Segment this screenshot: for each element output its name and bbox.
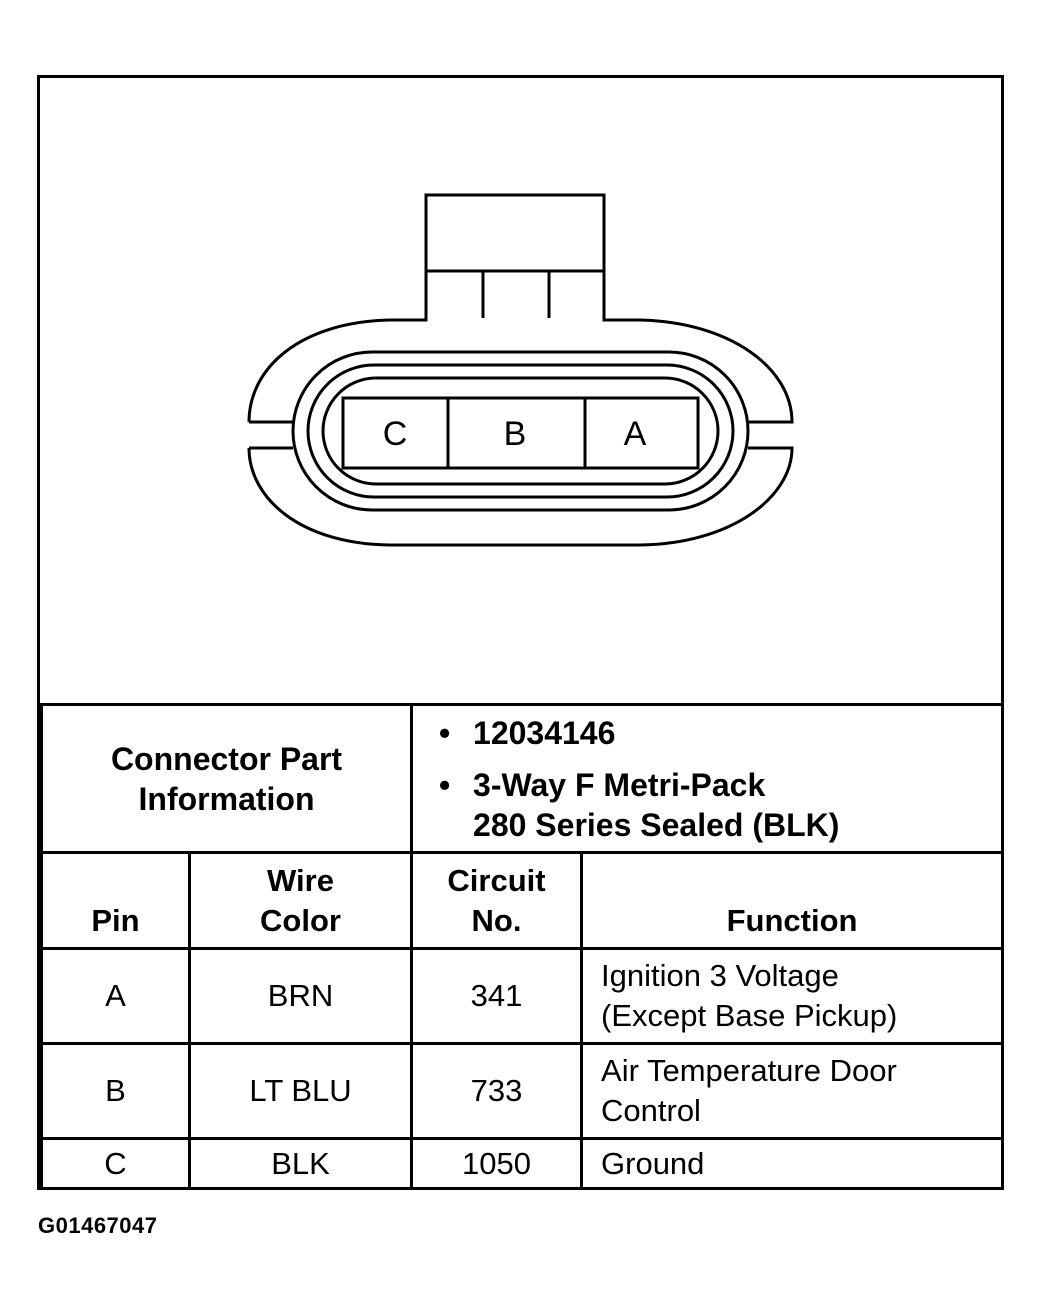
- part-info-label-line2: Information: [138, 780, 315, 817]
- header-function: Function: [582, 853, 1003, 949]
- part-number-line: [439, 713, 1001, 753]
- part-info-label-cell: [42, 705, 412, 853]
- figure-code: G01467047: [38, 1213, 158, 1238]
- cavity-label-a: A: [623, 415, 647, 453]
- pin-table-header-row: [42, 853, 1003, 949]
- table-row: [42, 1139, 1003, 1189]
- function-cell: Ignition 3 Voltage (Except Base Pickup): [582, 949, 1003, 1044]
- connector-face-diagram: [40, 78, 1001, 703]
- wire-color-cell: LT BLU: [190, 1044, 412, 1139]
- header-wire-color: Wire Color: [190, 853, 412, 949]
- wire-color-cell: BRN: [190, 949, 412, 1044]
- connector-face-drawing: [40, 78, 1001, 703]
- part-info-label-line1: Connector Part: [110, 740, 343, 777]
- header-circuit-no: Circuit No.: [412, 853, 582, 949]
- table-row: [42, 949, 1003, 1044]
- latch-tab: [483, 271, 549, 318]
- connector-type-line: [439, 765, 1001, 805]
- connector-info-table: [40, 703, 1004, 1190]
- part-info-row: [42, 705, 1003, 853]
- part-number: 12034146: [473, 714, 616, 751]
- circuit-cell: 1050: [412, 1139, 582, 1189]
- cavity-label-b: B: [503, 415, 527, 453]
- table-row: [42, 1044, 1003, 1139]
- circuit-cell: 733: [412, 1044, 582, 1139]
- housing-upper-outline: [249, 195, 792, 422]
- function-cell: Air Temperature Door Control: [582, 1044, 1003, 1139]
- pin-cell: C: [42, 1139, 190, 1189]
- pin-cell: A: [42, 949, 190, 1044]
- connector-type-line1: 3-Way F Metri-Pack: [473, 766, 766, 803]
- bullet-glyph: •: [439, 714, 451, 751]
- circuit-cell: 341: [412, 949, 582, 1044]
- cavity-label-c: C: [382, 415, 408, 453]
- part-info-value-cell: [412, 705, 1003, 853]
- function-cell: Ground: [582, 1139, 1003, 1189]
- wire-color-cell: BLK: [190, 1139, 412, 1189]
- pin-cell: B: [42, 1044, 190, 1139]
- connector-type-line2: 280 Series Sealed (BLK): [473, 806, 840, 843]
- connector-figure-frame: [37, 75, 1004, 1190]
- header-pin: Pin: [42, 853, 190, 949]
- bullet-glyph: •: [439, 766, 451, 803]
